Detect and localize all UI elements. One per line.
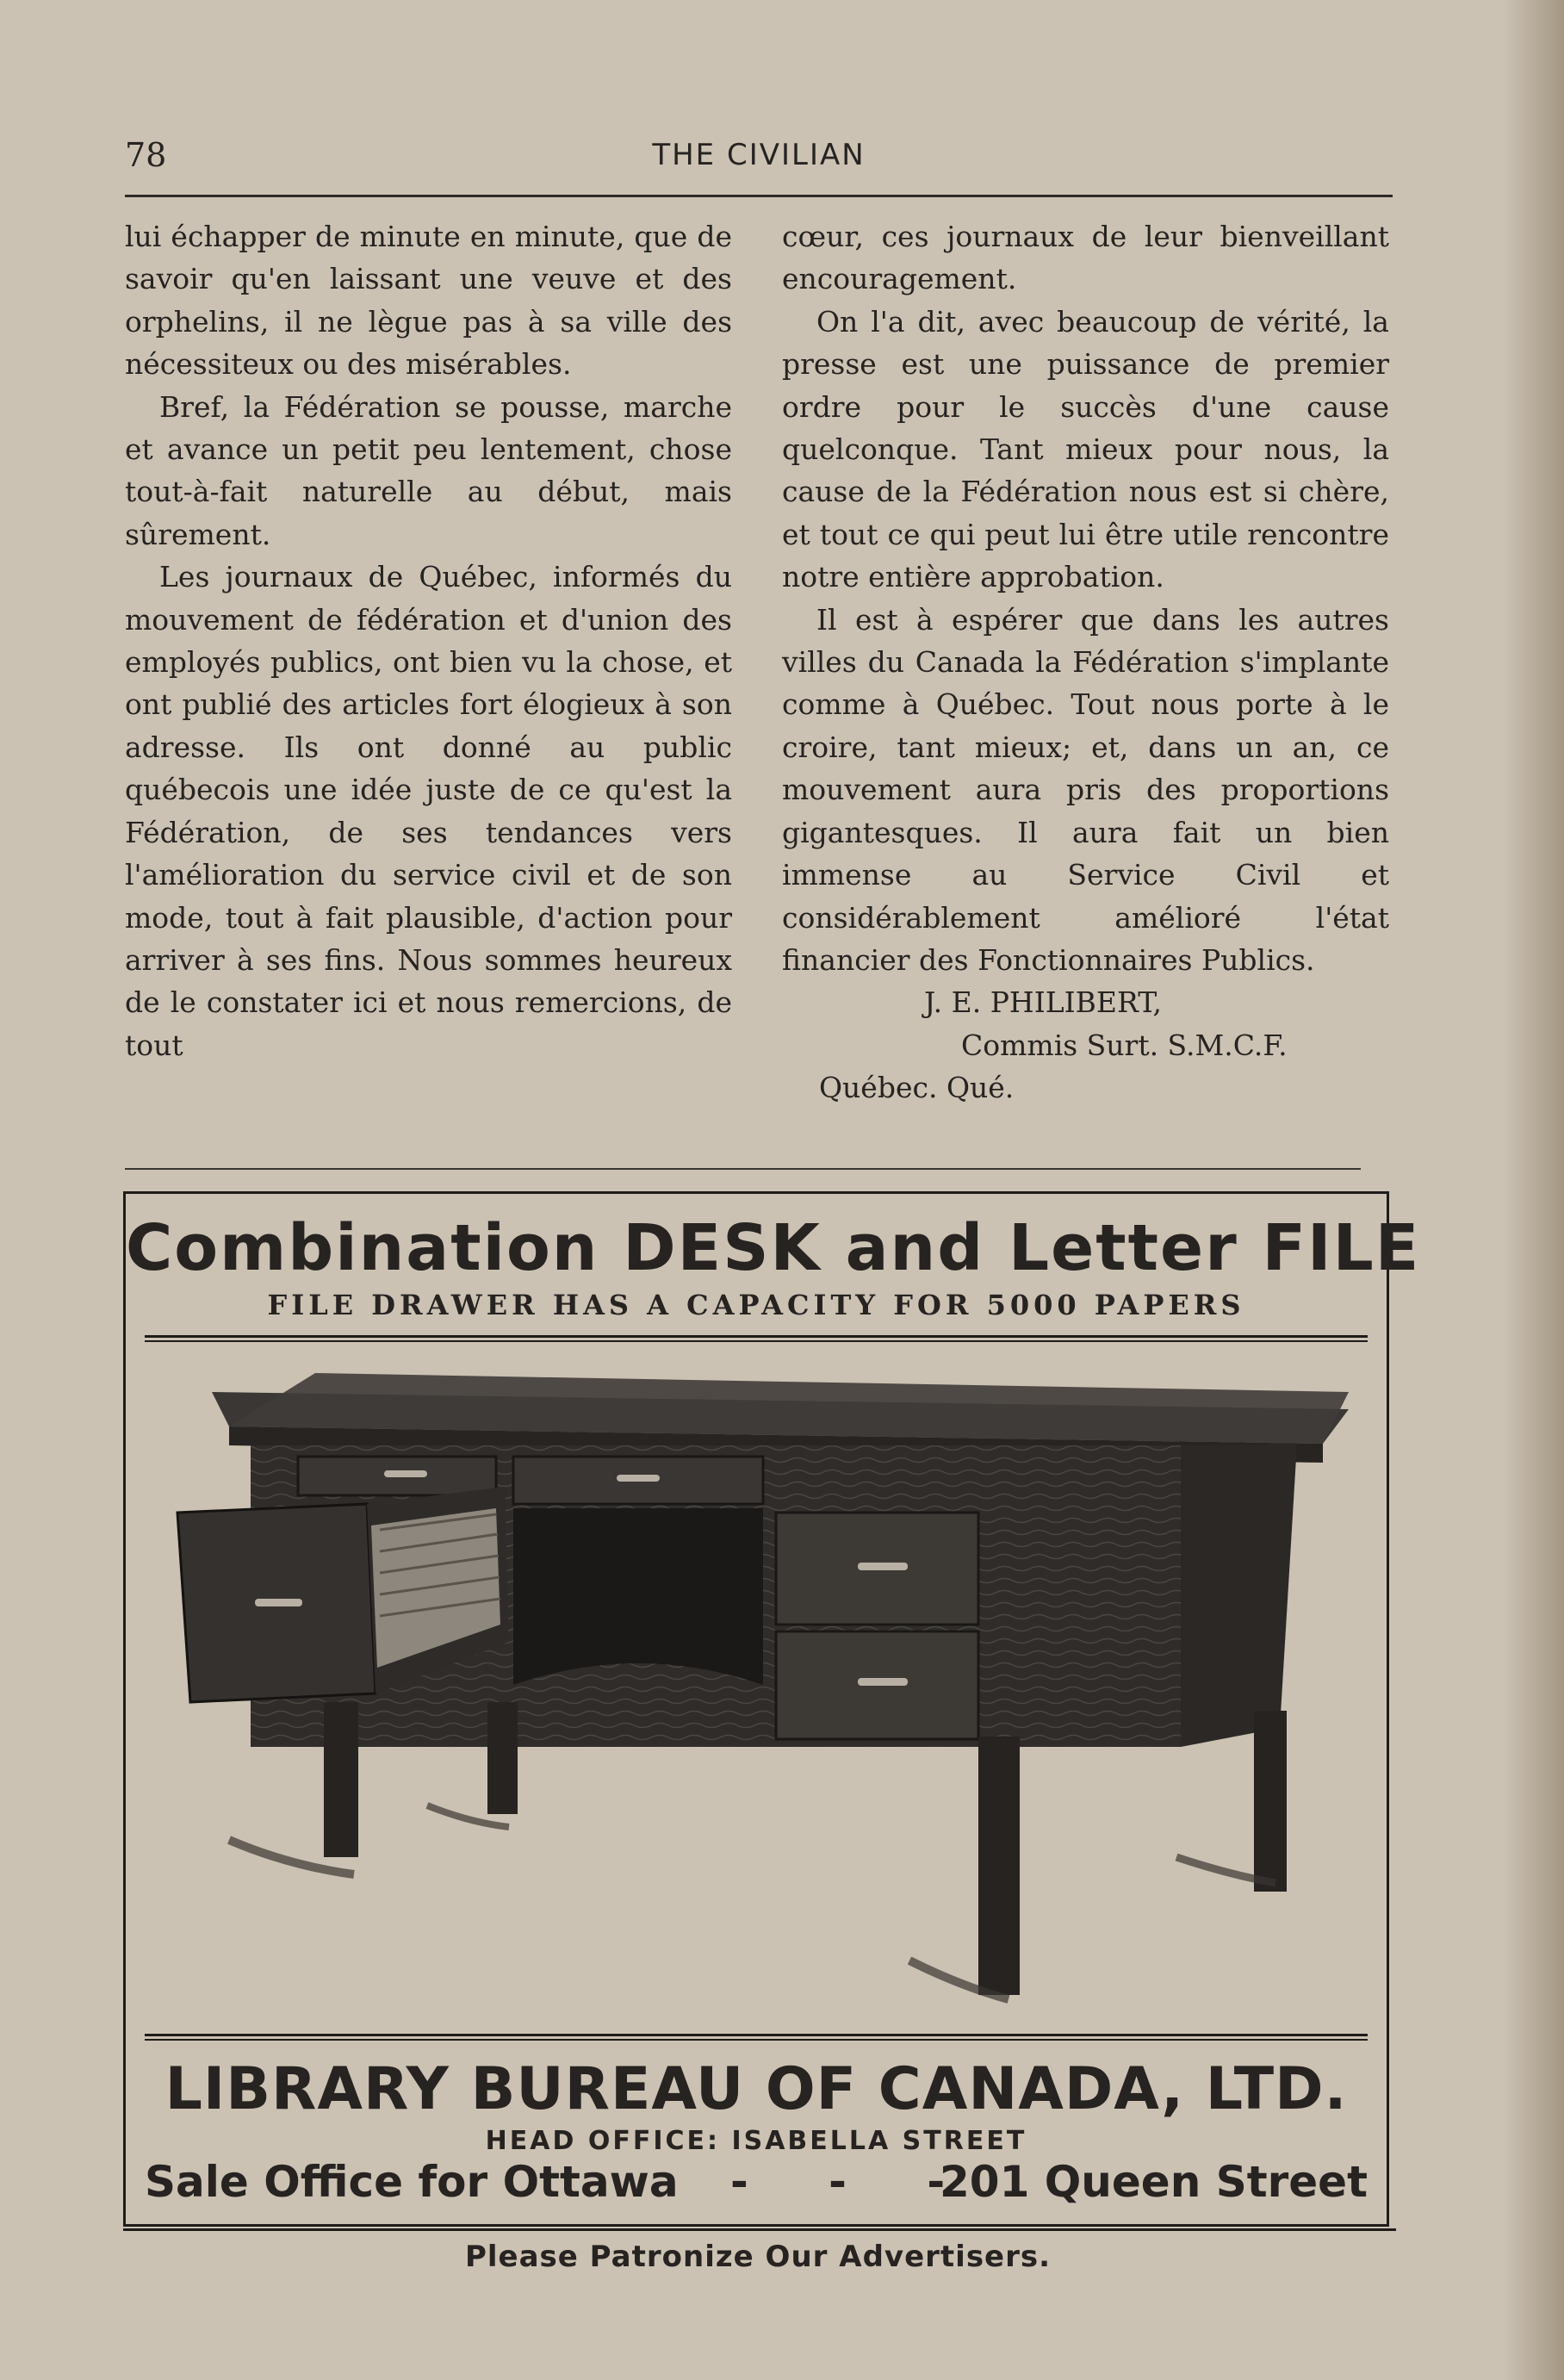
advertisement [123, 1191, 1421, 2227]
ad-title: Combination DESK and Letter FILE [126, 1211, 1421, 1285]
right-column [782, 215, 1389, 1109]
signature-place: Québec. Qué. [819, 1071, 1015, 1105]
desk-illustration [169, 1358, 1349, 2021]
paragraph: cœur, ces journaux de leur bienveillant encouragement. [782, 220, 1389, 296]
paragraph: Bref, la Fédération se pousse, marche et avance un petit peu lentement, chose tout-à-fait naturelle au début, mais sûrement. [125, 389, 732, 551]
paragraph: Les journaux de Québec, informés du mouvement de fédération et d'union des employés publics, ont bien vu la chose, et ont publié des articles fort élogieux à son adresse. Ils ont donné au public québecois une idée juste de ce qu'est la Fédération, de ses tendances vers l'amélioration du service civil et de son mode, tout à fait plausible, d'action pour arriver à ses fins. Nous sommes heureux de le constater ici et nous remercions, de tout [125, 560, 732, 1062]
paragraph: lui échapper de minute en minute, que de savoir qu'en laissant une veuve et des orphelins, il ne lègue pas à sa ville des nécessiteux ou des misérables. [125, 220, 732, 382]
paragraph: On l'a dit, avec beaucoup de vérité, la presse est une puissance de premier ordre pour le succès d'une cause quelconque. Tant mieux pour nous, la cause de la Fédération nous est si chère, et tout ce qui peut lui être utile rencontre notre entière approbation. [782, 304, 1389, 594]
sale-office-line [145, 2157, 1368, 2209]
left-column [125, 215, 732, 1066]
ad-double-rule [145, 2034, 1368, 2041]
company-name: LIBRARY BUREAU OF CANADA, LTD. [164, 2055, 1348, 2123]
sale-office-label: Sale Office for Ottawa [145, 2157, 679, 2207]
ad-double-rule [145, 1335, 1368, 1342]
section-rule [125, 1168, 1361, 1170]
footer-note: Please Patronize Our Advertisers. [464, 2240, 1052, 2274]
signature-block [782, 981, 1389, 1109]
head-office: HEAD OFFICE: ISABELLA STREET [485, 2126, 1027, 2156]
signature-title: Commis Surt. S.M.C.F. [961, 1028, 1288, 1062]
ad-subtitle: FILE DRAWER HAS A CAPACITY FOR 5000 PAPERS [267, 1289, 1245, 1321]
page-number: 78 [125, 136, 167, 174]
footer-rule [123, 2228, 1396, 2231]
page-edge-shadow [1504, 0, 1564, 2380]
header-rule [125, 195, 1393, 197]
running-header [125, 136, 1393, 179]
paragraph: Il est à espérer que dans les autres villes du Canada la Fédération s'implante comme à Québec. Tout nous porte à le croire, tant mieux; et, dans un an, ce mouvement aura pris des proportions gigantesques. Il aura fait un bien immense au Service Civil et considérablement amélioré l'état financier des Fonctionnaires Publics. [782, 602, 1389, 977]
signature-name: J. E. PHILIBERT, [924, 985, 1162, 1020]
sale-office-address: 201 Queen Street [940, 2157, 1368, 2207]
sale-office-dashes: - - - [730, 2157, 978, 2207]
running-title: THE CIVILIAN [652, 138, 866, 172]
